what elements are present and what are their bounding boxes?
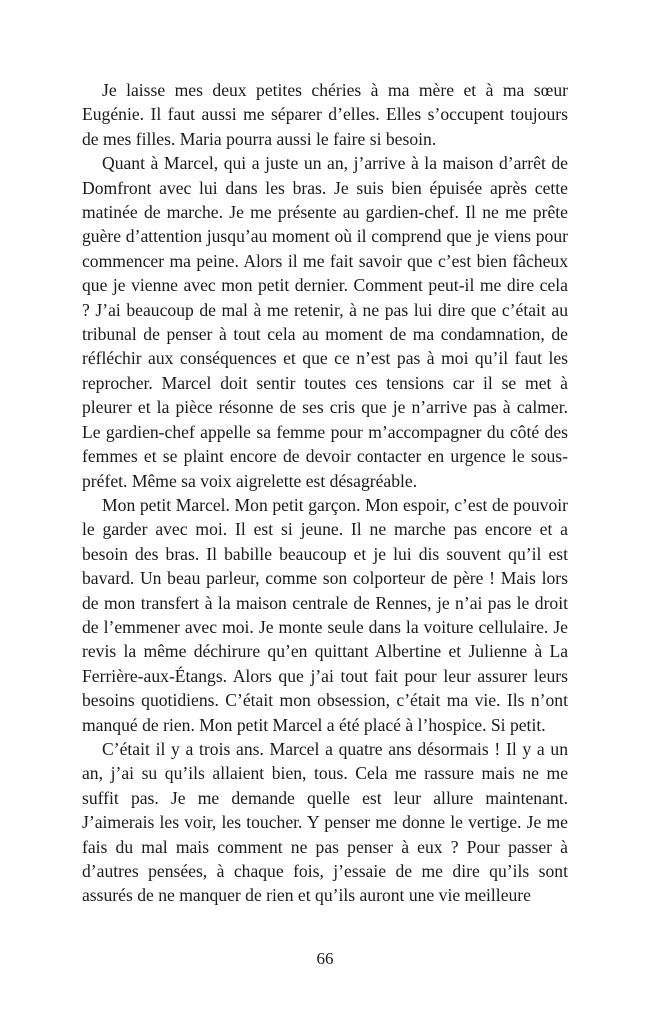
paragraph-3: Mon petit Marcel. Mon petit garçon. Mon espoir, c’est de pouvoir le garder avec moi. Il est si jeune. Il ne marche pas encore et a besoin des bras. Il babille beaucoup et je lui dis souvent qu’il est bavard. Un beau parleur, comme son colporteur de père ! Mais lors de mon transfert à la maison centrale de Rennes, je n’ai pas le droit de l’emmener avec moi. Je monte seule dans la voiture cellulaire. Je revis la même déchirure qu’en quittant Albertine et Julienne à La Ferrière-aux-Étangs. Alors que j’ai tout fait pour leur assurer leurs besoins quotidiens. C’était mon obsession, c’était ma vie. Ils n’ont manqué de rien. Mon petit Marcel a été placé à l’hospice. Si petit. <box>82 494 568 735</box>
page-number: 66 <box>316 949 334 968</box>
paragraph-1: Je laisse mes deux petites chéries à ma mère et à ma sœur Eugénie. Il faut aussi me séparer d’elles. Elles s’occupent toujours de mes filles. Maria pourra aussi le faire si besoin. <box>82 80 568 149</box>
page-body <box>82 78 568 908</box>
paragraph-4: C’était il y a trois ans. Marcel a quatre ans désormais ! Il y a un an, j’ai su qu’ils allaient bien, tous. Cela me rassure mais ne me suffit pas. Je me demande quelle est leur allure maintenant. J’aimerais les voir, les toucher. Y penser me donne le vertige. Je me fais du mal mais comment ne pas penser à eux ? Pour passer à d’autres pensées, à chaque fois, j’essaie de me dire qu’ils sont assurés de ne manquer de rien et qu’ils auront une vie meilleure <box>82 738 568 906</box>
paragraph-2: Quant à Marcel, qui a juste un an, j’arrive à la maison d’arrêt de Domfront avec lui dans les bras. Je suis bien épuisée après cette matinée de marche. Je me présente au gardien-chef. Il ne me prête guère d’attention jusqu’au moment où il comprend que je viens pour commencer ma peine. Alors il me fait savoir que c’est bien fâcheux que je vienne avec mon petit dernier. Comment peut-il me dire cela ? J’ai beaucoup de mal à me retenir, à ne pas lui dire que c’était au tribunal de penser à tout cela au moment de ma condamnation, de réfléchir aux conséquences et que ce n’est pas à moi qu’il faut les reprocher. Marcel doit sentir toutes ces tensions car il se met à pleurer et la pièce résonne de ses cris que je n’arrive pas à calmer. Le gardien-chef appelle sa femme pour m’accompagner du côté des femmes et se plaint encore de devoir contacter en urgence le sous-préfet. Même sa voix aigrelette est désagréable. <box>82 153 568 491</box>
